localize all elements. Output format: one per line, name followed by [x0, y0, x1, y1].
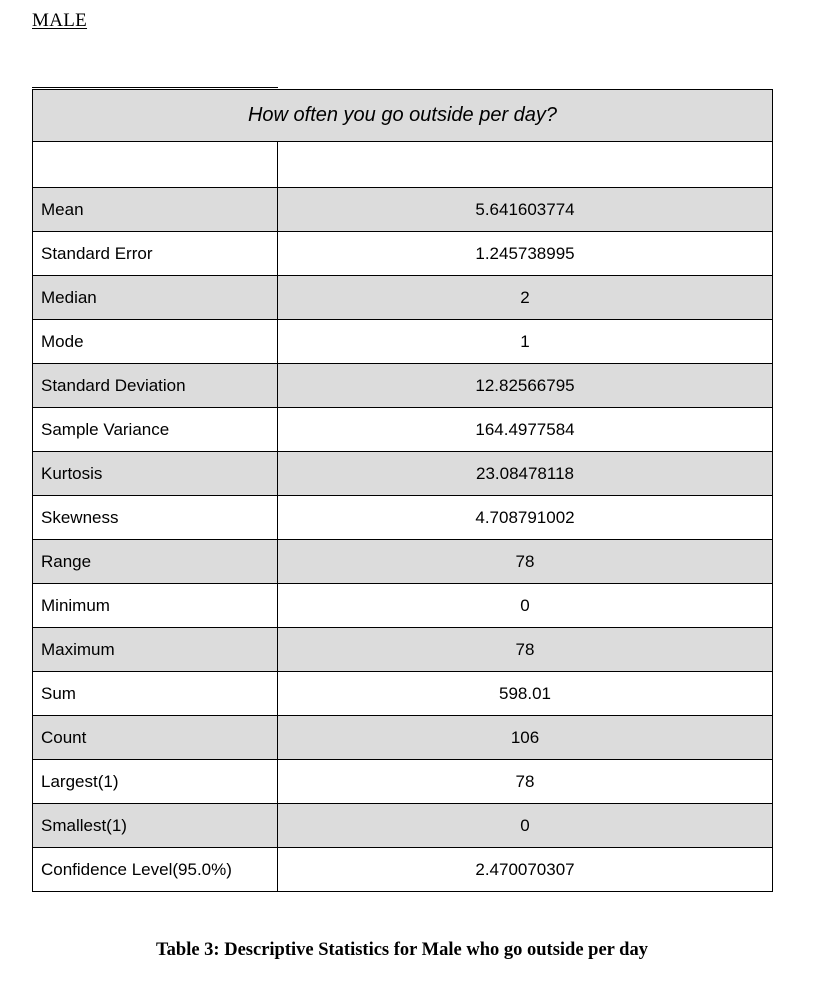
table-blank-row	[33, 142, 773, 188]
stat-value: 0	[278, 804, 773, 848]
table-row	[33, 628, 773, 672]
stat-value: 23.08478118	[278, 452, 773, 496]
stat-label: Smallest(1)	[33, 804, 278, 848]
table-row	[33, 540, 773, 584]
section-heading: MALE	[32, 10, 88, 31]
table-row	[33, 188, 773, 232]
stat-value: 78	[278, 760, 773, 804]
stat-label: Median	[33, 276, 278, 320]
stat-value: 1	[278, 320, 773, 364]
stat-value: 78	[278, 540, 773, 584]
table-title: How often you go outside per day?	[33, 90, 773, 142]
table-caption: Table 3: Descriptive Statistics for Male who go outside per day	[156, 940, 648, 960]
table-row	[33, 232, 773, 276]
stat-label: Kurtosis	[33, 452, 278, 496]
stat-label: Count	[33, 716, 278, 760]
stat-label: Confidence Level(95.0%)	[33, 848, 278, 892]
stat-value: 0	[278, 584, 773, 628]
stat-value: 598.01	[278, 672, 773, 716]
table-row	[33, 320, 773, 364]
blank-cell	[278, 142, 773, 188]
stat-value: 5.641603774	[278, 188, 773, 232]
stat-label: Standard Error	[33, 232, 278, 276]
stat-label: Minimum	[33, 584, 278, 628]
stat-value: 2	[278, 276, 773, 320]
blank-cell	[33, 142, 278, 188]
stat-label: Range	[33, 540, 278, 584]
descriptive-statistics-table	[32, 89, 773, 892]
table-row	[33, 364, 773, 408]
table-row	[33, 496, 773, 540]
stat-label: Mean	[33, 188, 278, 232]
stat-label: Largest(1)	[33, 760, 278, 804]
stat-label: Mode	[33, 320, 278, 364]
stat-value: 4.708791002	[278, 496, 773, 540]
stat-value: 164.4977584	[278, 408, 773, 452]
stat-value: 1.245738995	[278, 232, 773, 276]
table-row	[33, 584, 773, 628]
stat-value: 2.470070307	[278, 848, 773, 892]
stat-value: 78	[278, 628, 773, 672]
table-row	[33, 672, 773, 716]
stat-label: Skewness	[33, 496, 278, 540]
table-row	[33, 276, 773, 320]
table-row	[33, 760, 773, 804]
table-title-row	[33, 90, 773, 142]
table-row	[33, 408, 773, 452]
stat-value: 12.82566795	[278, 364, 773, 408]
stat-value: 106	[278, 716, 773, 760]
stat-label: Sample Variance	[33, 408, 278, 452]
table-row	[33, 848, 773, 892]
stat-label: Maximum	[33, 628, 278, 672]
table-row	[33, 804, 773, 848]
table-top-rule	[32, 87, 278, 88]
table-row	[33, 716, 773, 760]
table-row	[33, 452, 773, 496]
stat-label: Standard Deviation	[33, 364, 278, 408]
stat-label: Sum	[33, 672, 278, 716]
